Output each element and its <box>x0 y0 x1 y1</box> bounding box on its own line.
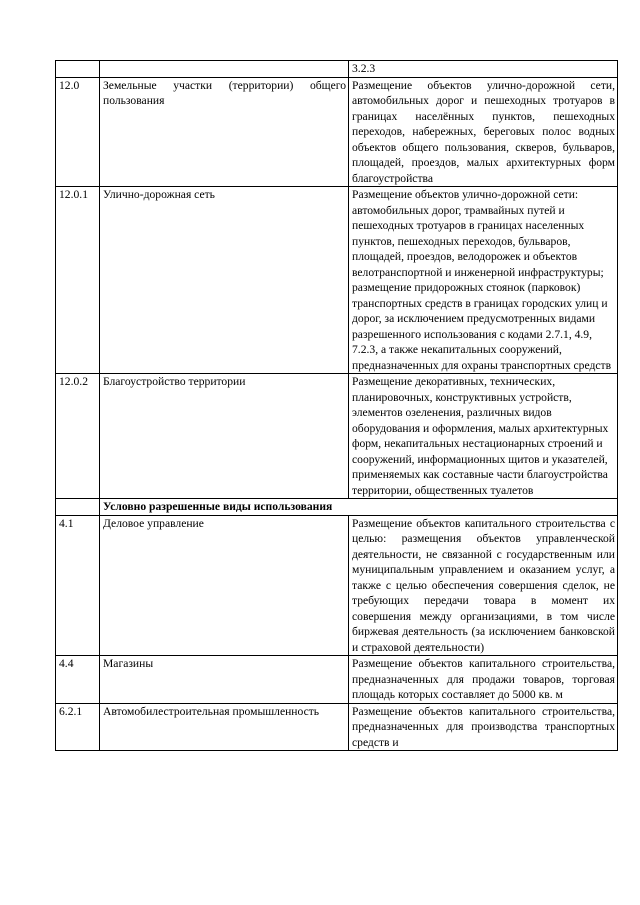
row-name: Улично-дорожная сеть <box>100 187 349 374</box>
table-row <box>56 374 618 499</box>
row-code: 12.0.1 <box>56 187 100 374</box>
row-name: Автомобилестроительная промышленность <box>100 703 349 751</box>
row-code <box>56 61 100 78</box>
row-description: Размещение объектов капитального строительства, предназначенных для производства транспортных средств и <box>349 703 618 751</box>
section-header-row <box>56 499 618 516</box>
land-use-table <box>55 60 618 751</box>
row-code: 12.0.2 <box>56 374 100 499</box>
row-name: Магазины <box>100 656 349 704</box>
row-description: Размещение декоративных, технических, планировочных, конструктивных устройств, элементов озеленения, различных видов оборудования и оформления, малых архитектурных форм, некапитальных нестационарных строений и сооружений, информационных щитов и указателей, применяемых как составные части благоустройства территории, общественных туалетов <box>349 374 618 499</box>
table-row <box>56 656 618 704</box>
row-description: Размещение объектов улично-дорожной сети, автомобильных дорог и пешеходных тротуаров в границах населённых пунктов, пешеходных переходов, набережных, береговых полос водных объектов общего пользования, скверов, бульваров, площадей, проездов, малых архитектурных форм благоустройства <box>349 77 618 187</box>
table-row <box>56 187 618 374</box>
row-code: 12.0 <box>56 77 100 187</box>
row-code: 6.2.1 <box>56 703 100 751</box>
table-row <box>56 77 618 187</box>
row-code: 4.1 <box>56 515 100 656</box>
row-name: Земельные участки (территории) общего пользования <box>100 77 349 187</box>
row-name: Деловое управление <box>100 515 349 656</box>
row-description: Размещение объектов капитального строительства, предназначенных для продажи товаров, торговая площадь которых составляет до 5000 кв. м <box>349 656 618 704</box>
row-description: Размещение объектов капитального строительства с целью: размещения объектов управленческой деятельности, не связанной с государственным или муниципальным управлением и оказанием услуг, а также с целью обеспечения совершения сделок, не требующих передачи товара в момент их совершения между организациями, в том числе биржевая деятельность (за исключением банковской и страховой деятельности) <box>349 515 618 656</box>
table-row <box>56 61 618 78</box>
row-name <box>100 61 349 78</box>
section-code-cell <box>56 499 100 516</box>
table-row <box>56 703 618 751</box>
table-row <box>56 515 618 656</box>
row-description: 3.2.3 <box>349 61 618 78</box>
row-name: Благоустройство территории <box>100 374 349 499</box>
row-description: Размещение объектов улично-дорожной сети: автомобильных дорог, трамвайных путей и пешеходных тротуаров в границах населенных пунктов, пешеходных переходов, бульваров, площадей, проездов, велодорожек и объектов велотранспортной и инженерной инфраструктуры; размещение придорожных стоянок (парковок) транспортных средств в границах городских улиц и дорог, за исключением предусмотренных видами разрешенного использования с кодами 2.7.1, 4.9, 7.2.3, а также некапитальных сооружений, предназначенных для охраны транспортных средств <box>349 187 618 374</box>
section-title: Условно разрешенные виды использования <box>100 499 618 516</box>
row-code: 4.4 <box>56 656 100 704</box>
